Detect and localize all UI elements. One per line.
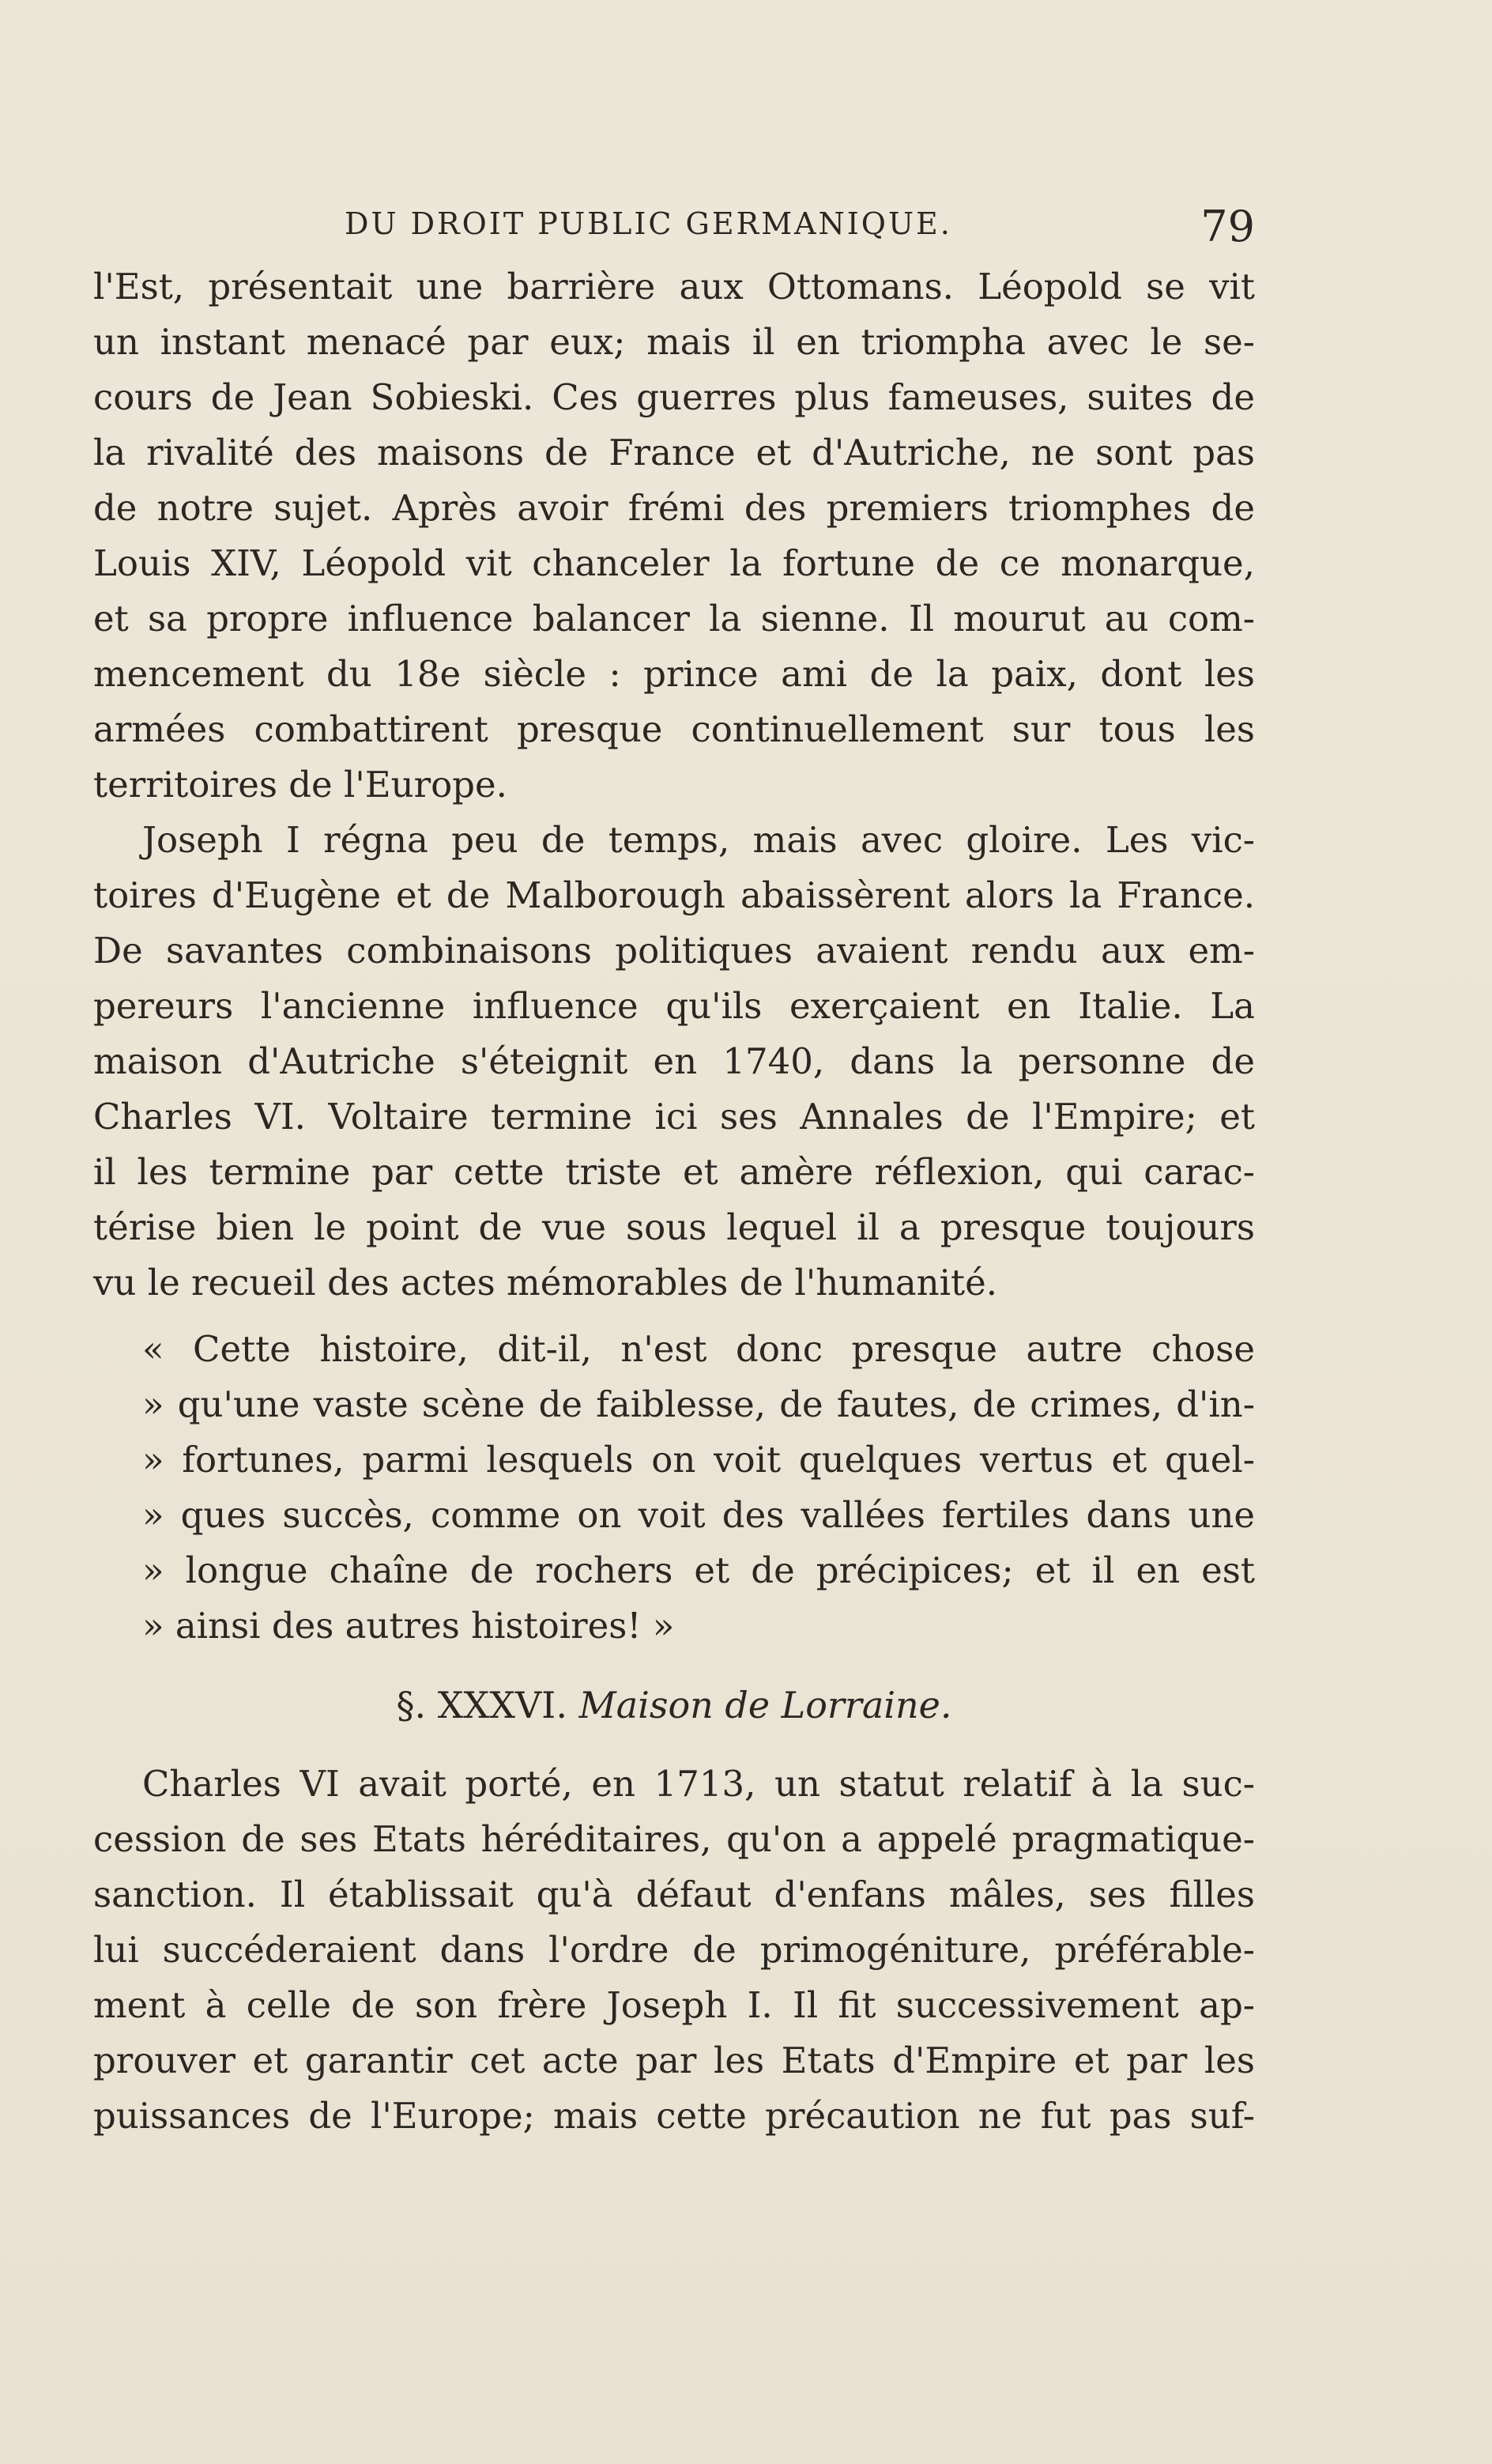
text-line: mencement du 18e siècle : prince ami de la paix, dont les [93,653,1255,695]
section-heading [93,1654,1255,1756]
text-line: prouver et garantir cet acte par les Etats d'Empire et par les [93,2039,1255,2081]
text-line: vu le recueil des actes mémorables de l'humanité. [93,1262,998,1304]
text-line: De savantes combinaisons politiques avaient rendu aux em- [93,930,1255,972]
text-line: armées combattirent presque continuellement sur tous les [93,708,1255,750]
quote-line: » longue chaîne de rochers et de précipices; et il en est [142,1549,1255,1591]
text-line: territoires de l'Europe. [93,764,507,806]
quote-line: « Cette histoire, dit-il, n'est donc presque autre chose [142,1328,1255,1370]
text-line: Joseph I régna peu de temps, mais avec gloire. Les vic- [142,819,1255,861]
text-line: cours de Jean Sobieski. Ces guerres plus fameuses, suites de [93,376,1255,418]
section-title: Maison de Lorraine. [578,1684,952,1726]
text-line: cession de ses Etats héréditaires, qu'on a appelé pragmatique- [93,1818,1255,1860]
page-number: 79 [1200,202,1255,251]
text-line: sanction. Il établissait qu'à défaut d'enfans mâles, ses filles [93,1873,1255,1915]
running-title: DU DROIT PUBLIC GERMANIQUE. [345,206,952,241]
text-line: et sa propre influence balancer la sienne. Il mourut au com- [93,598,1255,640]
text-line: Louis XIV, Léopold vit chanceler la fortune de ce monarque, [93,542,1255,584]
text-line: puissances de l'Europe; mais cette précaution ne fut pas suf- [93,2095,1255,2137]
section-number: §. XXXVI. [396,1684,567,1726]
text-line: il les termine par cette triste et amère réflexion, qui carac- [93,1151,1255,1193]
text-line: la rivalité des maisons de France et d'Autriche, ne sont pas [93,432,1255,474]
text-line: térise bien le point de vue sous lequel il a presque toujours [93,1206,1255,1248]
paragraph-2 [93,813,1255,1311]
quote-line: » ques succès, comme on voit des vallées fertiles dans une [142,1494,1255,1536]
quote-line: » ainsi des autres histoires! » [142,1605,675,1647]
text-line: pereurs l'ancienne influence qu'ils exerçaient en Italie. La [93,985,1255,1027]
text-block [93,259,1255,2144]
text-line: toires d'Eugène et de Malborough abaissèrent alors la France. [93,874,1255,916]
text-line: Charles VI avait porté, en 1713, un statut relatif à la suc- [142,1763,1255,1805]
quote-line: » qu'une vaste scène de faiblesse, de fautes, de crimes, d'in- [142,1383,1255,1425]
text-line: ment à celle de son frère Joseph I. Il fit successivement ap- [93,1984,1255,2026]
paragraph-1 [93,259,1255,813]
spacer [93,1311,1255,1322]
quote-line: » fortunes, parmi lesquels on voit quelques vertus et quel- [142,1439,1255,1481]
text-line: maison d'Autriche s'éteignit en 1740, dans la personne de [93,1040,1255,1082]
text-line: de notre sujet. Après avoir frémi des premiers triomphes de [93,487,1255,529]
page-header [93,202,1255,257]
paragraph-3 [93,1756,1255,2144]
text-line: un instant menacé par eux; mais il en triompha avec le se- [93,321,1255,363]
text-line: lui succéderaient dans l'ordre de primogéniture, préférable- [93,1929,1255,1971]
text-line: Charles VI. Voltaire termine ici ses Annales de l'Empire; et [93,1096,1255,1138]
quotation [93,1322,1255,1654]
text-line: l'Est, présentait une barrière aux Ottomans. Léopold se vit [93,266,1255,308]
